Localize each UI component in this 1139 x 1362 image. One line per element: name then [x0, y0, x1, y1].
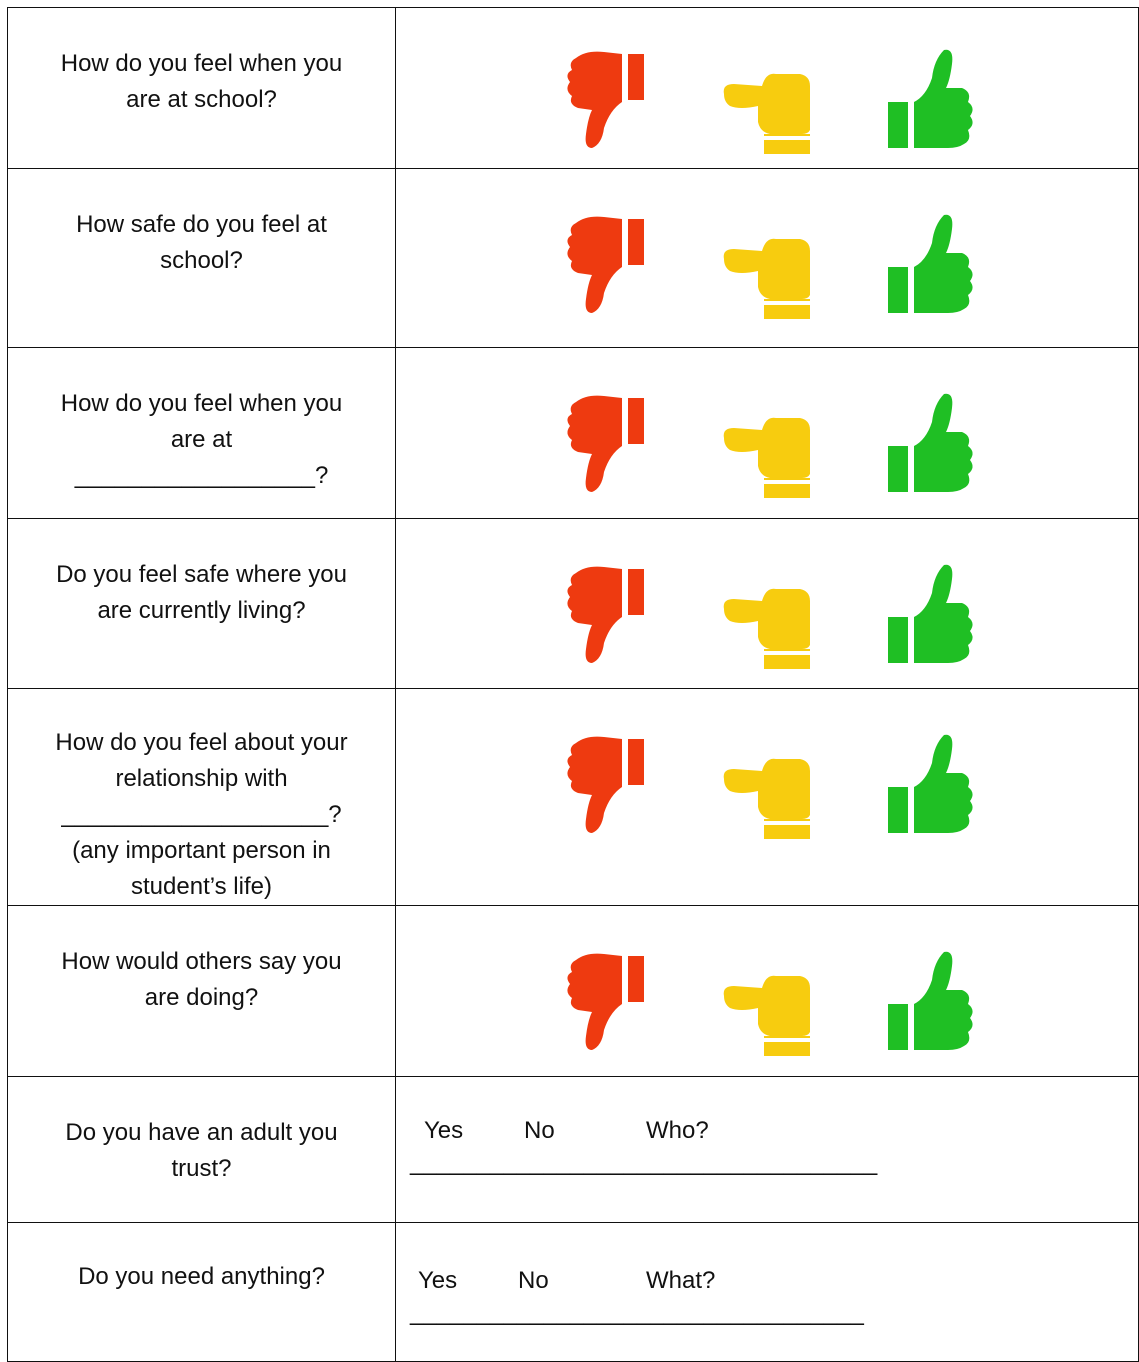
- question-line: relationship with: [115, 765, 288, 792]
- rating-options: [538, 946, 988, 1056]
- question-line: student’s life): [131, 873, 272, 900]
- thumbs-down-icon: [558, 44, 658, 154]
- yes-option[interactable]: Yes: [418, 1267, 458, 1294]
- question-row: [8, 1223, 1139, 1362]
- question-line: Do you feel safe where you: [56, 561, 347, 588]
- rating-options: [538, 559, 988, 669]
- question-row: [8, 1077, 1139, 1223]
- yes-option[interactable]: Yes: [424, 1117, 464, 1144]
- answer-blank-line[interactable]: ___________________________________: [410, 1149, 878, 1176]
- answer-cell: [396, 519, 1139, 689]
- answer-blank-line[interactable]: __________________________________: [410, 1299, 864, 1326]
- thumbs-down-icon-option[interactable]: [558, 209, 658, 319]
- thumbs-sideways-icon-option[interactable]: [718, 44, 818, 154]
- thumbs-sideways-icon-option[interactable]: [718, 559, 818, 669]
- answer-cell: [396, 1223, 1139, 1362]
- thumbs-up-icon: [878, 946, 978, 1056]
- thumbs-down-icon: [558, 388, 658, 498]
- question-row: [8, 348, 1139, 519]
- thumbs-up-icon-option[interactable]: [878, 729, 978, 839]
- thumbs-up-icon: [878, 44, 978, 154]
- rating-options: [538, 388, 988, 498]
- thumbs-down-icon-option[interactable]: [558, 559, 658, 669]
- no-option[interactable]: No: [518, 1267, 549, 1294]
- thumbs-up-icon: [878, 559, 978, 669]
- question-line: __________________?: [74, 462, 329, 489]
- question-line: How safe do you feel at: [76, 211, 327, 238]
- thumbs-sideways-icon: [718, 559, 818, 669]
- question-row: [8, 689, 1139, 906]
- question-text: [8, 1223, 395, 1295]
- question-line: Do you need anything?: [78, 1263, 325, 1290]
- question-cell: [8, 689, 396, 906]
- thumbs-down-icon-option[interactable]: [558, 388, 658, 498]
- thumbs-sideways-icon-option[interactable]: [718, 209, 818, 319]
- question-text: [8, 169, 395, 279]
- answer-cell: [396, 689, 1139, 906]
- thumbs-sideways-icon-option[interactable]: [718, 946, 818, 1056]
- answer-cell: [396, 348, 1139, 519]
- question-line: How do you feel when you: [60, 390, 343, 417]
- thumbs-up-icon-option[interactable]: [878, 388, 978, 498]
- thumbs-up-icon-option[interactable]: [878, 44, 978, 154]
- follow-up-label: What?: [646, 1267, 716, 1294]
- question-line: ____________________?: [61, 801, 342, 828]
- thumbs-sideways-icon: [718, 388, 818, 498]
- question-line: (any important person in: [72, 837, 331, 864]
- no-option[interactable]: No: [524, 1117, 555, 1144]
- thumbs-up-icon: [878, 388, 978, 498]
- thumbs-sideways-icon-option[interactable]: [718, 388, 818, 498]
- question-cell: [8, 519, 396, 689]
- question-text: [8, 519, 395, 629]
- thumbs-down-icon: [558, 729, 658, 839]
- check-in-table: [7, 7, 1139, 1362]
- question-text: [8, 906, 395, 1016]
- thumbs-sideways-icon: [718, 729, 818, 839]
- thumbs-down-icon-option[interactable]: [558, 44, 658, 154]
- question-cell: [8, 906, 396, 1077]
- question-cell: [8, 169, 396, 348]
- question-text: [8, 689, 395, 905]
- rating-options: [538, 729, 988, 839]
- thumbs-up-icon: [878, 729, 978, 839]
- question-row: [8, 169, 1139, 348]
- check-in-form: [7, 7, 1139, 1352]
- question-line: are currently living?: [97, 597, 306, 624]
- thumbs-down-icon: [558, 209, 658, 319]
- question-row: [8, 519, 1139, 689]
- rating-options: [538, 44, 988, 154]
- thumbs-down-icon: [558, 559, 658, 669]
- question-line: are at school?: [126, 86, 277, 113]
- question-line: How do you feel when you: [60, 50, 343, 77]
- thumbs-up-icon: [878, 209, 978, 319]
- question-line: are doing?: [144, 984, 259, 1011]
- thumbs-sideways-icon-option[interactable]: [718, 729, 818, 839]
- thumbs-sideways-icon: [718, 946, 818, 1056]
- thumbs-up-icon-option[interactable]: [878, 559, 978, 669]
- question-cell: [8, 1223, 396, 1362]
- question-line: trust?: [171, 1155, 232, 1182]
- question-cell: [8, 348, 396, 519]
- answer-cell: [396, 1077, 1139, 1223]
- question-row: [8, 906, 1139, 1077]
- thumbs-up-icon-option[interactable]: [878, 946, 978, 1056]
- thumbs-up-icon-option[interactable]: [878, 209, 978, 319]
- answer-cell: [396, 8, 1139, 169]
- question-text: [8, 1077, 395, 1187]
- answer-cell: [396, 169, 1139, 348]
- question-line: How would others say you: [61, 948, 342, 975]
- rating-options: [538, 209, 988, 319]
- question-line: are at: [170, 426, 233, 453]
- thumbs-down-icon-option[interactable]: [558, 729, 658, 839]
- question-row: [8, 8, 1139, 169]
- answer-cell: [396, 906, 1139, 1077]
- question-text: [8, 348, 395, 494]
- thumbs-sideways-icon: [718, 209, 818, 319]
- thumbs-sideways-icon: [718, 44, 818, 154]
- question-cell: [8, 1077, 396, 1223]
- follow-up-label: Who?: [646, 1117, 709, 1144]
- question-line: Do you have an adult you: [65, 1119, 338, 1146]
- thumbs-down-icon-option[interactable]: [558, 946, 658, 1056]
- thumbs-down-icon: [558, 946, 658, 1056]
- question-line: school?: [160, 247, 243, 274]
- question-line: How do you feel about your: [55, 729, 348, 756]
- question-text: [8, 8, 395, 118]
- question-cell: [8, 8, 396, 169]
